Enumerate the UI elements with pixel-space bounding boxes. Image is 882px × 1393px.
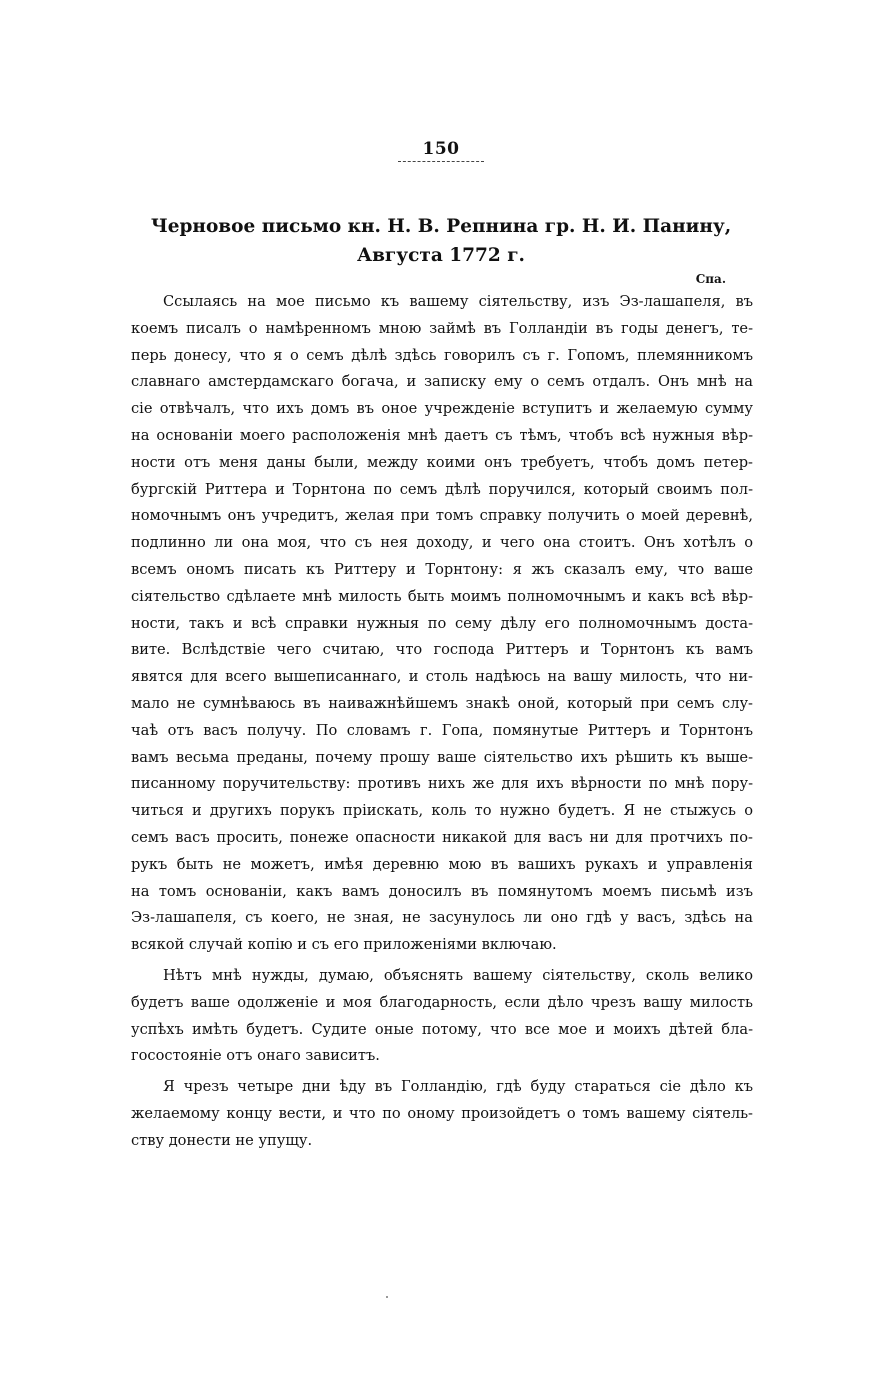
letter-title-date: Августа 1772 г. (357, 245, 525, 266)
text-line: читься и другихъ порукъ пріискать, коль то нужно будетъ. Я не стыжусь о (131, 802, 753, 820)
scan-speck (386, 1296, 388, 1298)
text-line: номочнымъ онъ учредитъ, желая при томъ справку получить о моей деревнѣ, (131, 507, 753, 525)
text-line: ству донести не упущу. (131, 1131, 313, 1149)
text-line: вамъ весьма преданы, почему прошу ваше сіятельство ихъ рѣшить къ выше- (131, 748, 753, 766)
text-line: успѣхъ имѣть будетъ. Судите оные потому, что все мое и моихъ дѣтей бла- (131, 1020, 753, 1038)
text-line: желаемому концу вести, и что по оному произойдетъ о томъ вашему сіятель- (131, 1104, 753, 1122)
letter-place: Спа. (695, 272, 726, 286)
page-number-rule (398, 161, 484, 162)
text-line: подлинно ли она моя, что съ нея доходу, и чего она стоитъ. Онъ хотѣлъ о (131, 534, 753, 552)
text-line: на основаніи моего расположенія мнѣ даетъ съ тѣмъ, чтобъ всѣ нужныя вѣр- (131, 426, 753, 444)
text-line: мало не сумнѣваюсь въ наиважнѣйшемъ знакѣ оной, который при семъ слу- (131, 694, 753, 712)
letter-body (131, 289, 753, 1155)
text-line: всякой случай копію и съ его приложеніями включаю. (131, 936, 557, 954)
text-line: писанному поручительству: противъ нихъ же для ихъ вѣрности по мнѣ пору- (131, 775, 753, 793)
text-line: перь донесу, что я о семъ дѣлѣ здѣсь говорилъ съ г. Гопомъ, племянникомъ (131, 346, 753, 364)
text-line: Я чрезъ четыре дни ѣду въ Голландію, гдѣ буду стараться сіе дѣло къ (163, 1078, 753, 1096)
text-line: славнаго амстердамскаго богача, и записку ему о семъ отдалъ. Онъ мнѣ на (131, 373, 753, 391)
paragraph (131, 1074, 753, 1154)
text-line: сіе отвѣчалъ, что ихъ домъ въ оное учрежденіе вступитъ и желаемую сумму (131, 400, 753, 418)
text-line: будетъ ваше одолженіе и моя благодарность, если дѣло чрезъ вашу милость (131, 993, 753, 1011)
paragraph (131, 289, 753, 959)
page-number: 150 (422, 139, 460, 159)
text-line: рукъ быть не можетъ, имѣя деревню мою въ вашихъ рукахъ и управленія (131, 855, 753, 873)
text-line: вите. Вслѣдствіе чего считаю, что господа Риттеръ и Торнтонъ къ вамъ (131, 641, 753, 659)
text-line: сіятельство сдѣлаете мнѣ милость быть моимъ полномочнымъ и какъ всѣ вѣр- (131, 587, 753, 605)
text-line: Ссылаясь на мое письмо къ вашему сіятельству, изъ Эз-лашапеля, въ (163, 293, 753, 310)
text-line: Эз-лашапеля, съ коего, не зная, не засунулось ли оно гдѣ у васъ, здѣсь на (131, 909, 753, 927)
letter-title-line: Черновое письмо кн. Н. В. Репнина гр. Н. И. Панину, (150, 216, 732, 237)
text-line: ности отъ меня даны были, между коими онъ требуетъ, чтобъ домъ петер- (131, 453, 753, 471)
text-line: бургскій Риттера и Торнтона по семъ дѣлѣ поручился, который своимъ пол- (131, 480, 753, 498)
text-line: явятся для всего вышеписаннаго, и столь надѣюсь на вашу милость, что ни- (131, 668, 753, 686)
text-line: госостояніе отъ онаго зависитъ. (131, 1047, 380, 1065)
text-line: семъ васъ просить, понеже опасности никакой для васъ ни для протчихъ по- (131, 828, 753, 846)
text-line: коемъ писалъ о намѣренномъ мною займѣ въ Голландіи въ годы денегъ, те- (131, 319, 753, 337)
text-line: на томъ основаніи, какъ вамъ доносилъ въ помянутомъ моемъ письмѣ изъ (131, 882, 753, 900)
paragraph (131, 963, 753, 1070)
text-line: Нѣтъ мнѣ нужды, думаю, объяснять вашему сіятельству, сколь велико (163, 966, 753, 984)
text-line: ности, такъ и всѣ справки нужныя по сему дѣлу его полномочнымъ доста- (131, 614, 753, 632)
text-line: всемъ ономъ писать къ Риттеру и Торнтону: я жъ сказалъ ему, что ваше (131, 560, 753, 578)
letter-title (100, 212, 782, 270)
text-line: чаѣ отъ васъ получу. По словамъ г. Гопа, помянутые Риттеръ и Торнтонъ (131, 721, 753, 739)
